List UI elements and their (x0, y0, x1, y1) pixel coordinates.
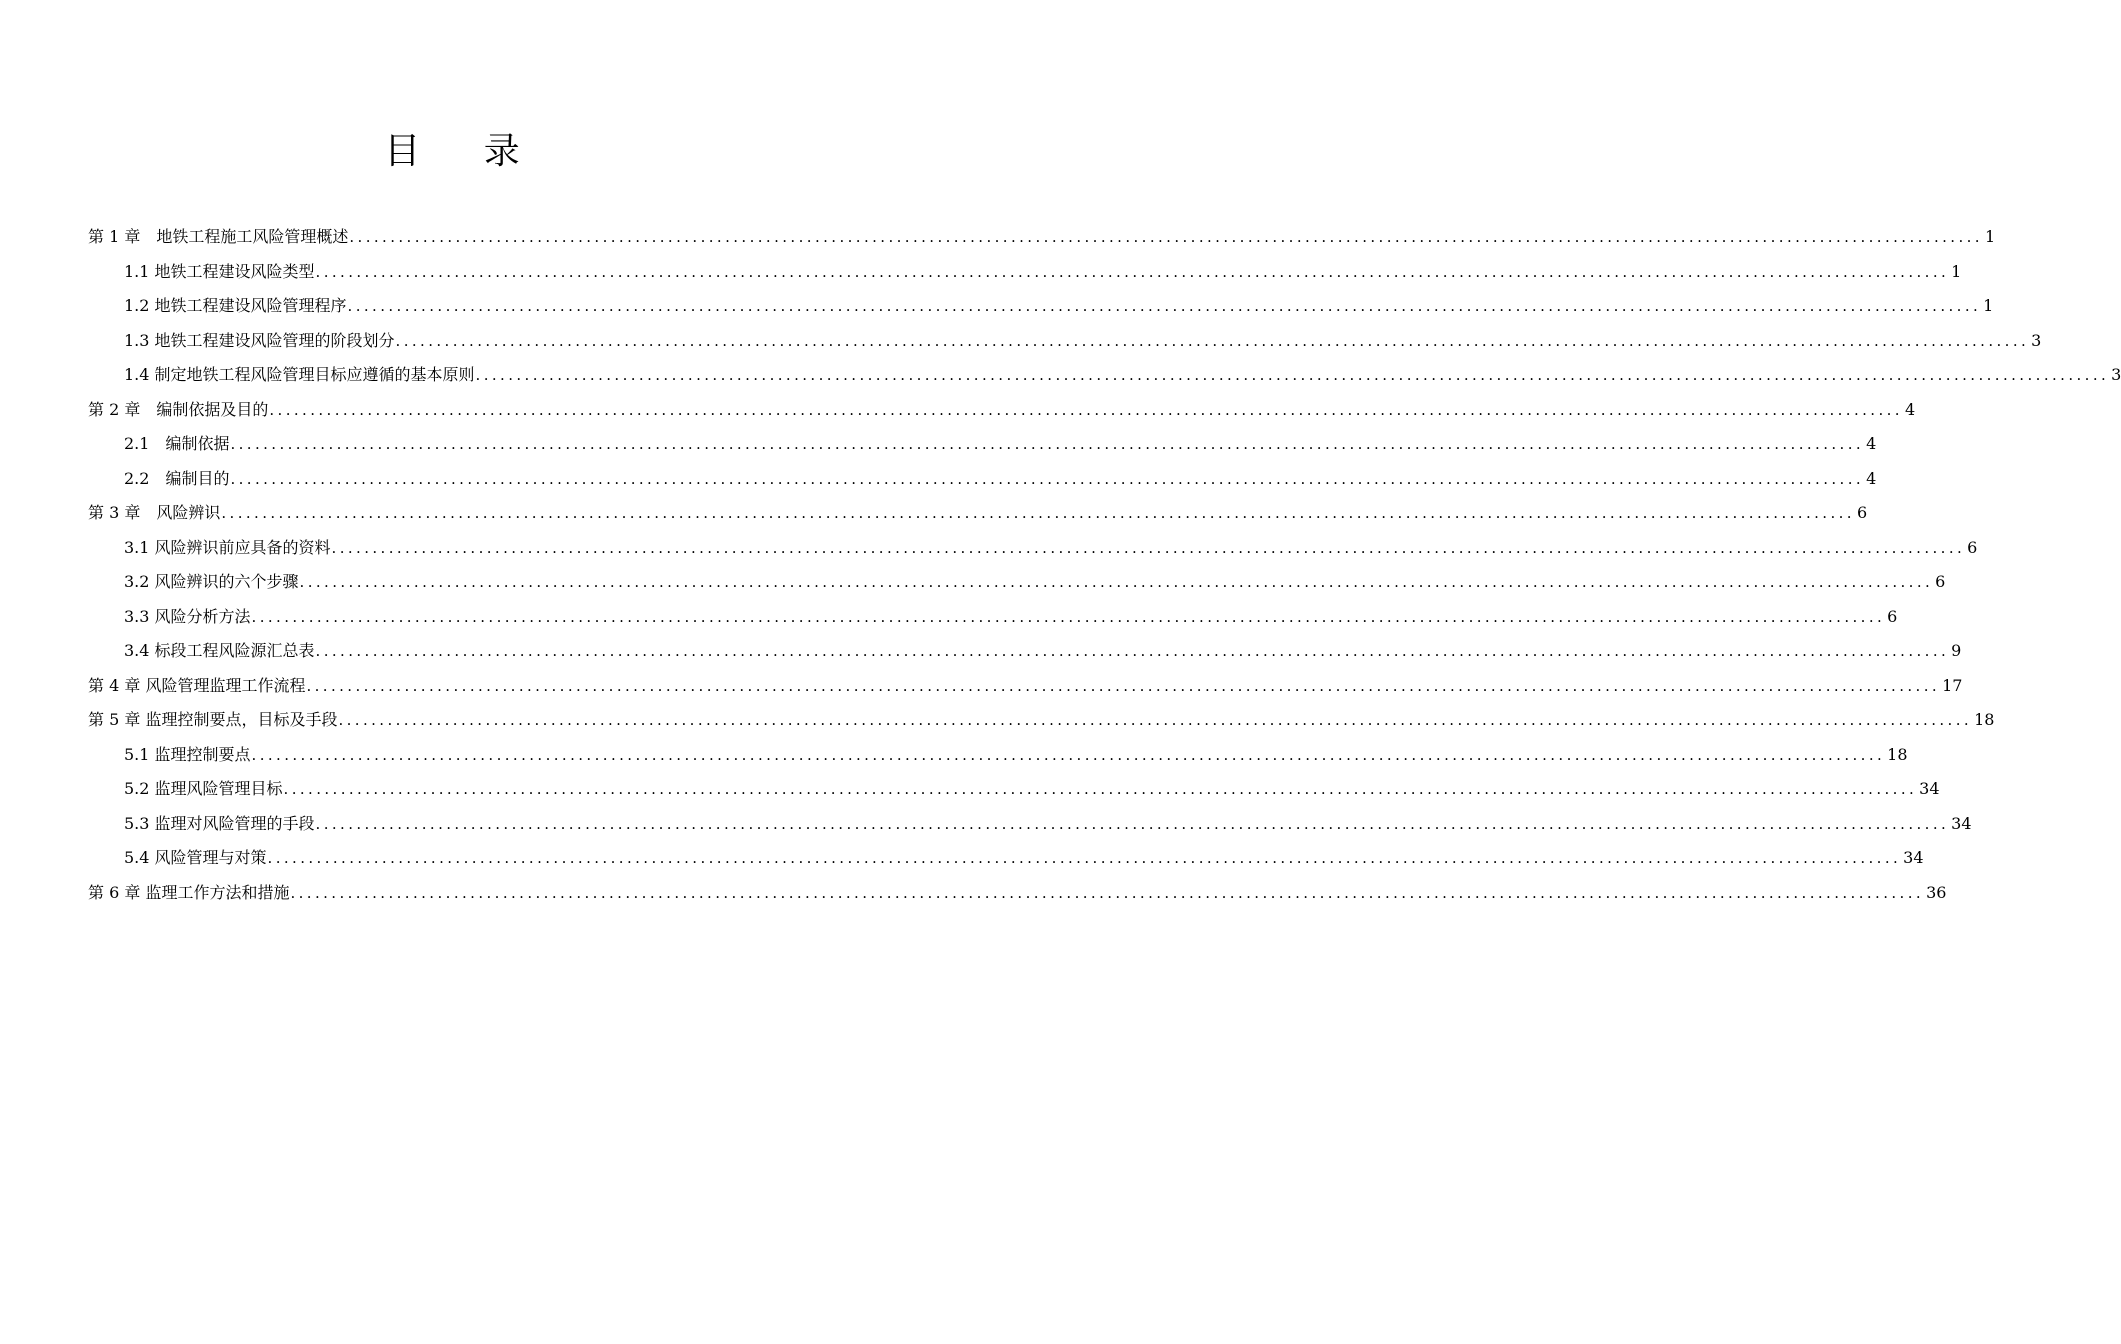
toc-entry-label: 2.2 编制目的 (124, 468, 230, 488)
toc-dot-leader: ........................................................................................................................................................................................................ (347, 297, 1982, 315)
toc-dot-leader: ........................................................................................................................................................................................................ (290, 883, 1925, 902)
toc-entry-page-number: 1 (1983, 296, 1994, 315)
toc-entry[interactable] (88, 362, 2121, 397)
toc-entry-label: 1.4 制定地铁工程风险管理目标应遵循的基本原则 (124, 365, 475, 384)
toc-dot-leader: ........................................................................................................................................................................................................ (395, 331, 2030, 350)
toc-entry[interactable] (88, 604, 1898, 639)
toc-entry[interactable] (88, 638, 1962, 673)
toc-entry[interactable] (88, 880, 1947, 915)
toc-dot-leader: ........................................................................................................................................................................................................ (283, 780, 1918, 798)
toc-dot-leader: ........................................................................................................................................................................................................ (306, 676, 1941, 695)
toc-entry[interactable] (88, 224, 1996, 259)
toc-dot-leader: ........................................................................................................................................................................................................ (230, 469, 1865, 488)
toc-entry-label: 5.4 风险管理与对策 (124, 848, 267, 867)
toc-list (88, 224, 2121, 914)
toc-entry-label: 第 6 章 监理工作方法和措施 (88, 882, 290, 902)
toc-entry-label: 1.1 地铁工程建设风险类型 (124, 261, 315, 281)
toc-entry[interactable] (88, 811, 1972, 846)
toc-dot-leader: ........................................................................................................................................................................................................ (338, 711, 1973, 729)
toc-dot-leader: ........................................................................................................................................................................................................ (299, 573, 1934, 591)
toc-entry[interactable] (88, 776, 1940, 811)
toc-entry-label: 2.1 编制依据 (124, 434, 230, 453)
toc-entry-page-number: 34 (1903, 848, 1924, 867)
toc-entry-label: 3.2 风险辨识的六个步骤 (124, 572, 299, 591)
toc-dot-leader: ........................................................................................................................................................................................................ (315, 642, 1950, 660)
toc-entry-page-number: 6 (1856, 503, 1868, 522)
toc-entry[interactable] (88, 328, 2042, 363)
toc-entry[interactable] (88, 569, 1946, 604)
toc-dot-leader: ........................................................................................................................................................................................................ (475, 366, 2110, 384)
toc-entry[interactable] (88, 259, 1962, 294)
toc-dot-leader: ........................................................................................................................................................................................................ (315, 814, 1950, 833)
toc-entry-label: 第 5 章 监理控制要点，目标及手段 (88, 710, 338, 729)
toc-entry-page-number: 1 (1951, 261, 1962, 281)
toc-entry-page-number: 18 (1974, 710, 1995, 729)
toc-entry-page-number: 6 (1935, 572, 1946, 591)
toc-entry-page-number: 34 (1919, 779, 1940, 798)
toc-entry-label: 1.2 地铁工程建设风险管理程序 (124, 296, 347, 315)
toc-entry[interactable] (88, 742, 1908, 777)
toc-dot-leader: ........................................................................................................................................................................................................ (349, 228, 1983, 246)
toc-entry-label: 3.4 标段工程风险源汇总表 (124, 641, 315, 660)
toc-entry-label: 5.1 监理控制要点 (124, 744, 251, 764)
toc-entry-label: 5.2 监理风险管理目标 (124, 779, 283, 798)
toc-title: 目 录 (384, 131, 546, 172)
toc-entry[interactable] (88, 397, 1916, 432)
toc-entry-page-number: 17 (1942, 675, 1963, 695)
toc-entry-label: 3.3 风险分析方法 (124, 606, 251, 626)
toc-entry-page-number: 6 (1887, 606, 1898, 626)
toc-entry-label: 第 4 章 风险管理监理工作流程 (88, 675, 306, 695)
toc-dot-leader: ........................................................................................................................................................................................................ (251, 607, 1886, 626)
toc-entry-label: 1.3 地铁工程建设风险管理的阶段划分 (124, 330, 395, 350)
toc-dot-leader: ........................................................................................................................................................................................................ (269, 400, 1903, 419)
toc-entry-page-number: 34 (1951, 813, 1972, 833)
toc-entry[interactable] (88, 293, 1994, 328)
toc-entry-label: 第 2 章 编制依据及目的 (88, 399, 269, 419)
toc-entry[interactable] (88, 431, 1877, 466)
toc-entry-label: 3.1 风险辨识前应具备的资料 (124, 537, 331, 557)
toc-dot-leader: ........................................................................................................................................................................................................ (230, 435, 1865, 453)
toc-entry[interactable] (88, 535, 1978, 570)
toc-entry-page-number: 1 (1984, 227, 1996, 246)
toc-entry-label: 第 3 章 风险辨识 (88, 503, 221, 522)
toc-entry-page-number: 4 (1866, 434, 1877, 453)
toc-dot-leader: ........................................................................................................................................................................................................ (315, 262, 1950, 281)
toc-dot-leader: ........................................................................................................................................................................................................ (331, 538, 1966, 557)
toc-entry-label: 第 1 章 地铁工程施工风险管理概述 (88, 227, 349, 246)
toc-entry[interactable] (88, 673, 1963, 708)
toc-entry[interactable] (88, 845, 1924, 880)
toc-entry-page-number: 4 (1866, 468, 1877, 488)
toc-entry-label: 5.3 监理对风险管理的手段 (124, 813, 315, 833)
toc-entry-page-number: 4 (1904, 399, 1916, 419)
toc-entry[interactable] (88, 707, 1995, 742)
toc-entry-page-number: 9 (1951, 641, 1962, 660)
toc-entry-page-number: 6 (1967, 537, 1978, 557)
toc-entry-page-number: 3 (2111, 365, 2121, 384)
toc-entry-page-number: 3 (2031, 330, 2042, 350)
toc-dot-leader: ........................................................................................................................................................................................................ (251, 745, 1886, 764)
toc-entry-page-number: 36 (1926, 882, 1947, 902)
toc-entry-page-number: 18 (1887, 744, 1908, 764)
toc-dot-leader: ........................................................................................................................................................................................................ (267, 849, 1902, 867)
toc-entry[interactable] (88, 500, 1868, 535)
toc-entry[interactable] (88, 466, 1877, 501)
toc-dot-leader: ........................................................................................................................................................................................................ (221, 504, 1855, 522)
